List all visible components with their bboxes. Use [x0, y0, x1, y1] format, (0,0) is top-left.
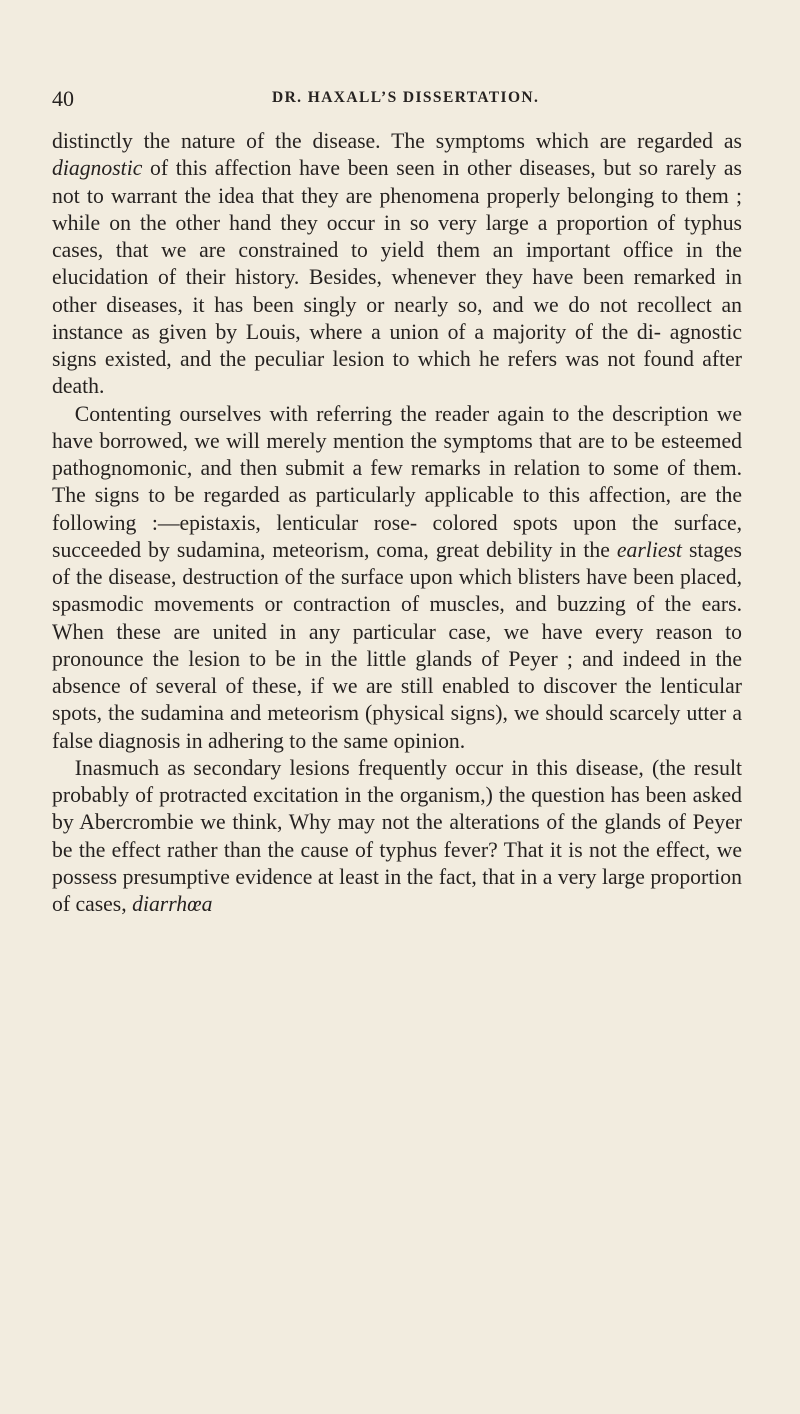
paragraph-2: [52, 401, 742, 755]
paragraph-2-text: Contenting ourselves with referring the reader again to the description we have borrowed, we will merely mention the symptoms that are to be esteemed pathognomonic, and then submit a few remarks in relation to some of them. The signs to be regarded as particularly applicable to this affection, are the following :—epistaxis, lenticular rose- colored spots upon the surface, succeeded by sudamina, meteorism, coma, great debility in the: [52, 401, 742, 562]
paragraph-1-text-continued: of this affection have been seen in other diseases, but so rarely as not to warrant the idea that they are phenomena properly belonging to them ; while on the other hand they occur in so very large a proportion of typhus cases, that we are constrained to yield them an important office in the elucidation of their history. Besides, whenever they have been remarked in other diseases, it has been singly or nearly so, and we do not recollect an instance as given by Louis, where a union of a majority of the di- agnostic signs existed, and the peculiar lesion to which he refers was not found after death.: [52, 156, 742, 399]
italic-word-earliest: earliest: [616, 537, 682, 562]
page-number: 40: [52, 86, 74, 111]
paragraph-3-text: Inasmuch as secondary lesions frequently occur in this disease, (the result probably of protracted excitation in the organism,) the question has been asked by Abercrombie we think, Why may not the alterations of the glands of Peyer be the effect rather than the cause of typhus fever? That it is not the effect, we possess presumptive evidence at least in the fact, that in a very large proportion of cases,: [52, 755, 742, 916]
running-head: DR. HAXALL’S DISSERTATION.: [272, 89, 540, 106]
paragraph-2-text-continued: stages of the disease, destruction of the surface upon which blisters have been placed, spasmodic movements or contraction of muscles, and buzzing of the ears. When these are united in any particular case, we have every reason to pronounce the lesion to be in the little glands of Peyer ; and indeed in the absence of several of these, if we are still enabled to discover the lenticular spots, the sudamina and meteorism (physical signs), we should scarcely utter a false diagnosis in adhering to the same opinion.: [52, 537, 742, 753]
paragraph-1: [52, 128, 742, 401]
italic-word-diagnostic: diagnostic: [52, 156, 143, 181]
paragraph-1-text: distinctly the nature of the disease. The symptoms which are regarded as: [52, 129, 742, 153]
page-header: [52, 84, 712, 114]
italic-word-diarrhoea: diarrhœa: [132, 892, 213, 916]
body-text: [52, 128, 742, 918]
paragraph-3: [52, 755, 742, 919]
